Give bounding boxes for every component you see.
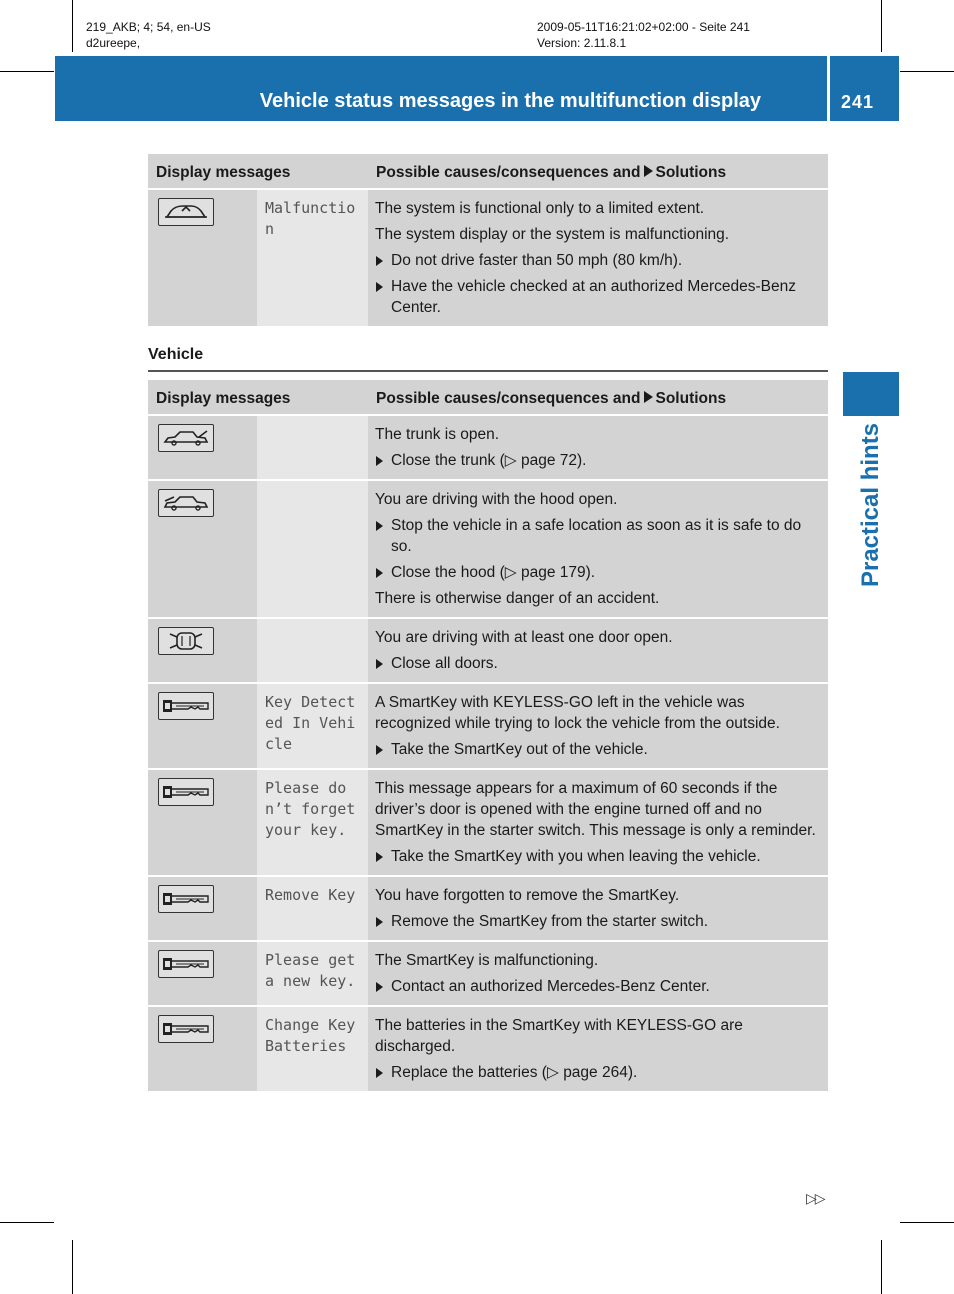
causes-solutions-cell bbox=[368, 189, 828, 327]
cause-text: The batteries in the SmartKey with KEYLESS-GO are discharged. bbox=[375, 1017, 743, 1055]
solution-text: Have the vehicle checked at an authorized Mercedes-Benz Center. bbox=[391, 278, 796, 316]
icon-cell bbox=[148, 415, 257, 480]
display-message-text: Please don’t forget your key. bbox=[257, 769, 368, 876]
table-row bbox=[148, 480, 828, 618]
arrow-icon bbox=[376, 282, 383, 292]
table-row bbox=[148, 769, 828, 876]
section-banner bbox=[55, 56, 899, 121]
meta-line: d2ureepe, bbox=[86, 36, 141, 50]
solution-text: Remove the SmartKey from the starter switch. bbox=[391, 913, 709, 930]
table-row bbox=[148, 941, 828, 1006]
arrow-icon bbox=[376, 521, 383, 531]
meta-line: Version: 2.11.8.1 bbox=[537, 36, 627, 50]
cause-text: This message appears for a maximum of 60 seconds if the driver’s door is opened with the engine turned off and no SmartKey in the starter switch. This message is only a reminder. bbox=[375, 780, 816, 839]
header-causes-solutions bbox=[368, 154, 828, 189]
section-rule bbox=[148, 370, 828, 372]
crop-mark bbox=[881, 1240, 882, 1294]
messages-table-2 bbox=[148, 380, 828, 1093]
trunk-open-icon bbox=[158, 424, 214, 452]
solution-text: Close all doors. bbox=[391, 655, 498, 672]
arrow-icon bbox=[376, 852, 383, 862]
icon-cell bbox=[148, 618, 257, 683]
table-header-row bbox=[148, 154, 828, 189]
arrow-icon bbox=[376, 1068, 383, 1078]
page-number: 241 bbox=[841, 92, 875, 112]
solution-text: Close the trunk (▷ page 72). bbox=[391, 452, 587, 469]
display-message-text: Please get a new key. bbox=[257, 941, 368, 1006]
crop-mark bbox=[900, 1222, 954, 1223]
display-message-text bbox=[257, 618, 368, 683]
cause-text: There is otherwise danger of an accident. bbox=[375, 590, 660, 607]
solution-step bbox=[375, 739, 822, 760]
causes-solutions-cell bbox=[368, 415, 828, 480]
arrow-icon bbox=[376, 456, 383, 466]
page-title: Vehicle status messages in the multifunction display bbox=[259, 90, 761, 112]
display-message-text: Change Key Batteries bbox=[257, 1006, 368, 1092]
solution-step bbox=[375, 1062, 822, 1083]
smartkey-icon bbox=[158, 885, 214, 913]
solution-text: Do not drive faster than 50 mph (80 km/h). bbox=[391, 252, 683, 269]
causes-solutions-cell bbox=[368, 876, 828, 941]
table-row bbox=[148, 876, 828, 941]
table-row bbox=[148, 683, 828, 769]
section-heading: Vehicle bbox=[148, 346, 204, 363]
header-display-messages: Display messages bbox=[148, 154, 368, 189]
crop-mark bbox=[0, 71, 54, 72]
arrow-icon bbox=[376, 256, 383, 266]
smartkey-icon bbox=[158, 692, 214, 720]
cause-text: The SmartKey is malfunctioning. bbox=[375, 952, 599, 969]
solution-step bbox=[375, 515, 822, 557]
icon-cell bbox=[148, 189, 257, 327]
icon-cell bbox=[148, 941, 257, 1006]
causes-solutions-cell bbox=[368, 683, 828, 769]
header-causes-text: Possible causes/consequences and bbox=[376, 164, 641, 181]
car-roof-warning-icon bbox=[158, 198, 214, 226]
chapter-tab bbox=[843, 372, 899, 416]
header-display-messages: Display messages bbox=[148, 380, 368, 415]
header-solutions-text: Solutions bbox=[655, 164, 727, 181]
table-header-row bbox=[148, 380, 828, 415]
cause-text: You are driving with the hood open. bbox=[375, 491, 618, 508]
messages-table-1 bbox=[148, 154, 828, 328]
print-meta-left bbox=[86, 19, 211, 51]
solution-text: Stop the vehicle in a safe location as soon as it is safe to do so. bbox=[391, 517, 802, 555]
solution-step bbox=[375, 976, 822, 997]
arrow-icon bbox=[376, 982, 383, 992]
hood-open-icon bbox=[158, 489, 214, 517]
cause-text: The system display or the system is malfunctioning. bbox=[375, 226, 730, 243]
arrow-icon bbox=[376, 745, 383, 755]
display-message-text: Malfunction bbox=[257, 189, 368, 327]
table-row bbox=[148, 415, 828, 480]
arrow-icon bbox=[376, 659, 383, 669]
arrow-icon bbox=[376, 917, 383, 927]
crop-mark bbox=[0, 1222, 54, 1223]
banner-divider bbox=[827, 56, 830, 121]
arrow-icon bbox=[644, 165, 653, 177]
causes-solutions-cell bbox=[368, 618, 828, 683]
meta-line: 2009-05-11T16:21:02+02:00 - Seite 241 bbox=[537, 20, 750, 34]
icon-cell bbox=[148, 769, 257, 876]
causes-solutions-cell bbox=[368, 941, 828, 1006]
crop-mark bbox=[900, 71, 954, 72]
solution-step bbox=[375, 911, 822, 932]
smartkey-icon bbox=[158, 950, 214, 978]
solution-step bbox=[375, 846, 822, 867]
causes-solutions-cell bbox=[368, 480, 828, 618]
cause-text: You are driving with at least one door open. bbox=[375, 629, 673, 646]
cause-text: You have forgotten to remove the SmartKey. bbox=[375, 887, 680, 904]
table-row bbox=[148, 189, 828, 327]
causes-solutions-cell bbox=[368, 1006, 828, 1092]
continued-mark: ▷▷ bbox=[806, 1190, 824, 1206]
solution-text: Close the hood (▷ page 179). bbox=[391, 564, 596, 581]
display-message-text: Remove Key bbox=[257, 876, 368, 941]
meta-line: 219_AKB; 4; 54, en-US bbox=[86, 20, 211, 34]
smartkey-icon bbox=[158, 1015, 214, 1043]
icon-cell bbox=[148, 480, 257, 618]
solution-step bbox=[375, 450, 822, 471]
arrow-icon bbox=[376, 568, 383, 578]
icon-cell bbox=[148, 1006, 257, 1092]
cause-text: A SmartKey with KEYLESS-GO left in the vehicle was recognized while trying to lock the vehicle from the outside. bbox=[375, 694, 780, 732]
icon-cell bbox=[148, 876, 257, 941]
cause-text: The trunk is open. bbox=[375, 426, 500, 443]
chapter-label: Practical hints bbox=[857, 422, 884, 588]
solution-step bbox=[375, 562, 822, 583]
solution-text: Take the SmartKey out of the vehicle. bbox=[391, 741, 648, 758]
arrow-icon bbox=[644, 391, 653, 403]
door-open-icon bbox=[158, 627, 214, 655]
cause-text: The system is functional only to a limited extent. bbox=[375, 200, 705, 217]
print-meta-right bbox=[537, 19, 750, 51]
crop-mark bbox=[72, 0, 73, 52]
header-causes-solutions bbox=[368, 380, 828, 415]
table-row bbox=[148, 618, 828, 683]
solution-text: Replace the batteries (▷ page 264). bbox=[391, 1064, 638, 1081]
display-message-text bbox=[257, 415, 368, 480]
crop-mark bbox=[72, 1240, 73, 1294]
header-solutions-text: Solutions bbox=[655, 390, 727, 407]
solution-step bbox=[375, 276, 822, 318]
header-causes-text: Possible causes/consequences and bbox=[376, 390, 641, 407]
causes-solutions-cell bbox=[368, 769, 828, 876]
solution-step bbox=[375, 653, 822, 674]
solution-step bbox=[375, 250, 822, 271]
crop-mark bbox=[881, 0, 882, 52]
table-row bbox=[148, 1006, 828, 1092]
display-message-text: Key Detected In Vehicle bbox=[257, 683, 368, 769]
solution-text: Contact an authorized Mercedes-Benz Center. bbox=[391, 978, 710, 995]
smartkey-icon bbox=[158, 778, 214, 806]
icon-cell bbox=[148, 683, 257, 769]
display-message-text bbox=[257, 480, 368, 618]
solution-text: Take the SmartKey with you when leaving the vehicle. bbox=[391, 848, 761, 865]
